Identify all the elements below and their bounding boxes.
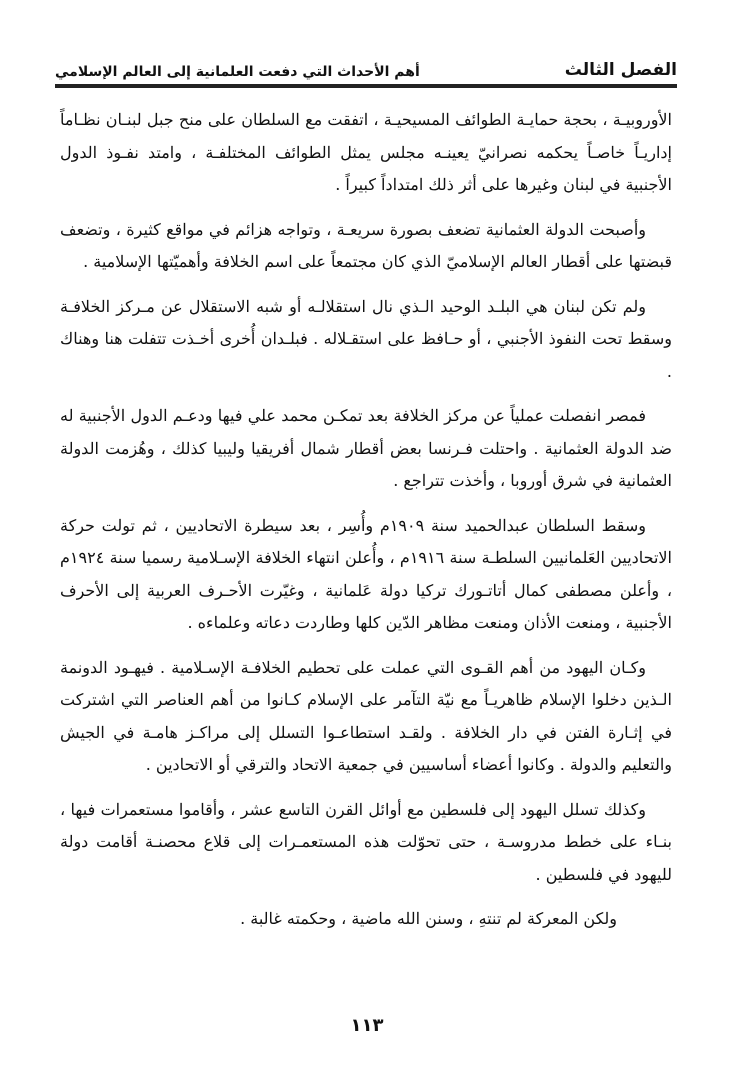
paragraph: وسقط السلطان عبدالحميد سنة ١٩٠٩م وأُسِر ، بعد سيطرة الاتحاديين ، ثم تولت حركة الاتحاديين العَلمانيين السلطـة سنة ١٩١٦م ، وأُعلن انتهاء الخلافة الإسـلامية رسميا سنة ١٩٢٤م ، وأعلن مصطفى كمال أتاتـورك تركيا دولة عَلمانية ، وغيّرت الأحـرف العربية إلى الأحرف الأجنبية ، ومنعت الأذان ومنعت مظاهر الدّين كلها وطاردت دعاته وعلماءه . xyxy=(60,515,672,632)
paragraph: وكـان اليهود من أهم القـوى التي عملت على تحطيم الخلافـة الإسـلامية . فيهـود الدونمة الـذين دخلوا الإسلام ظاهريـاً مع نيّة التآمر على الإسلام كـانوا من أهم العناصر التي اشتركت في إثـارة الفتن في دار الخلافة . ولقـد استطاعـوا التسلل إلى مراكـز هامـة في الجيش والتعليم والدولة . وكانوا أعضاء أساسيين في جمعية الاتحاد والترقي أو الاتحادين . xyxy=(60,657,672,774)
chapter-title: الفصل الثالث xyxy=(564,60,677,80)
book-title: أهم الأحداث التي دفعت العلمانية إلى العالم الإسلامي xyxy=(55,64,420,80)
paragraph: وكذلك تسلل اليهود إلى فلسطين مع أوائل القرن التاسع عشر ، وأقاموا مستعمرات فيها ، بنـاء على خطط مدروسـة ، حتى تحوّلت هذه المستعمـرات إلى قلاع محصنـة أقامت دولة لليهود في فلسطين . xyxy=(60,799,673,884)
body-text xyxy=(60,104,672,948)
paragraph: ولكن المعركة لم تنتهِ ، وسنن الله ماضية ، وحكمته غالبة . xyxy=(240,909,617,928)
paragraph: وأصبحت الدولة العثمانية تضعف بصورة سريعـة ، وتواجه هزائم في مواقع كثيرة ، وتضعف قبضتها على أقطار العالم الإسلاميّ الذي كان مجتمعاً على اسم الخلافة وأهميّتها الإسلامية . xyxy=(60,219,672,271)
paragraph: الأوروبيـة ، بحجة حمايـة الطوائف المسيحيـة ، اتفقت مع السلطان على منح جبل لبنـان نظـاماً إداريـاً خاصـاً يحكمه نصرانيّ يعينـه مجلس يمثل الطوائف المختلفـة ، وامتد نفـوذ الدول الأجنبية في لبنان وغيرها على أثر ذلك امتداداً كبيراً . xyxy=(60,110,672,194)
running-header xyxy=(55,40,677,87)
paragraph: ولم تكن لبنان هي البلـد الوحيد الـذي نال استقلالـه أو شبه الاستقلال عن مـركز الخلافـة وسقط تحت النفوذ الأجنبي ، أو حـافظ على استقـلاله . فبلـدان أُخرى أخـذت تتفلت هنا وهناك . xyxy=(60,296,672,381)
header-divider xyxy=(55,87,677,88)
paragraph: فمصر انفصلت عملياً عن مركز الخلافة بعد تمكـن محمد علي فيها ودعـم الدول الأجنبية له ضد الدولة العثمانية . واحتلت فـرنسا بعض أقطار شمال أفريقيا وليبيا كذلك ، وهُزمت الدولة العثمانية في شرق أوروبا ، وأخذت تتراجع . xyxy=(60,406,672,490)
page-number: ١١٣ xyxy=(350,1015,384,1036)
